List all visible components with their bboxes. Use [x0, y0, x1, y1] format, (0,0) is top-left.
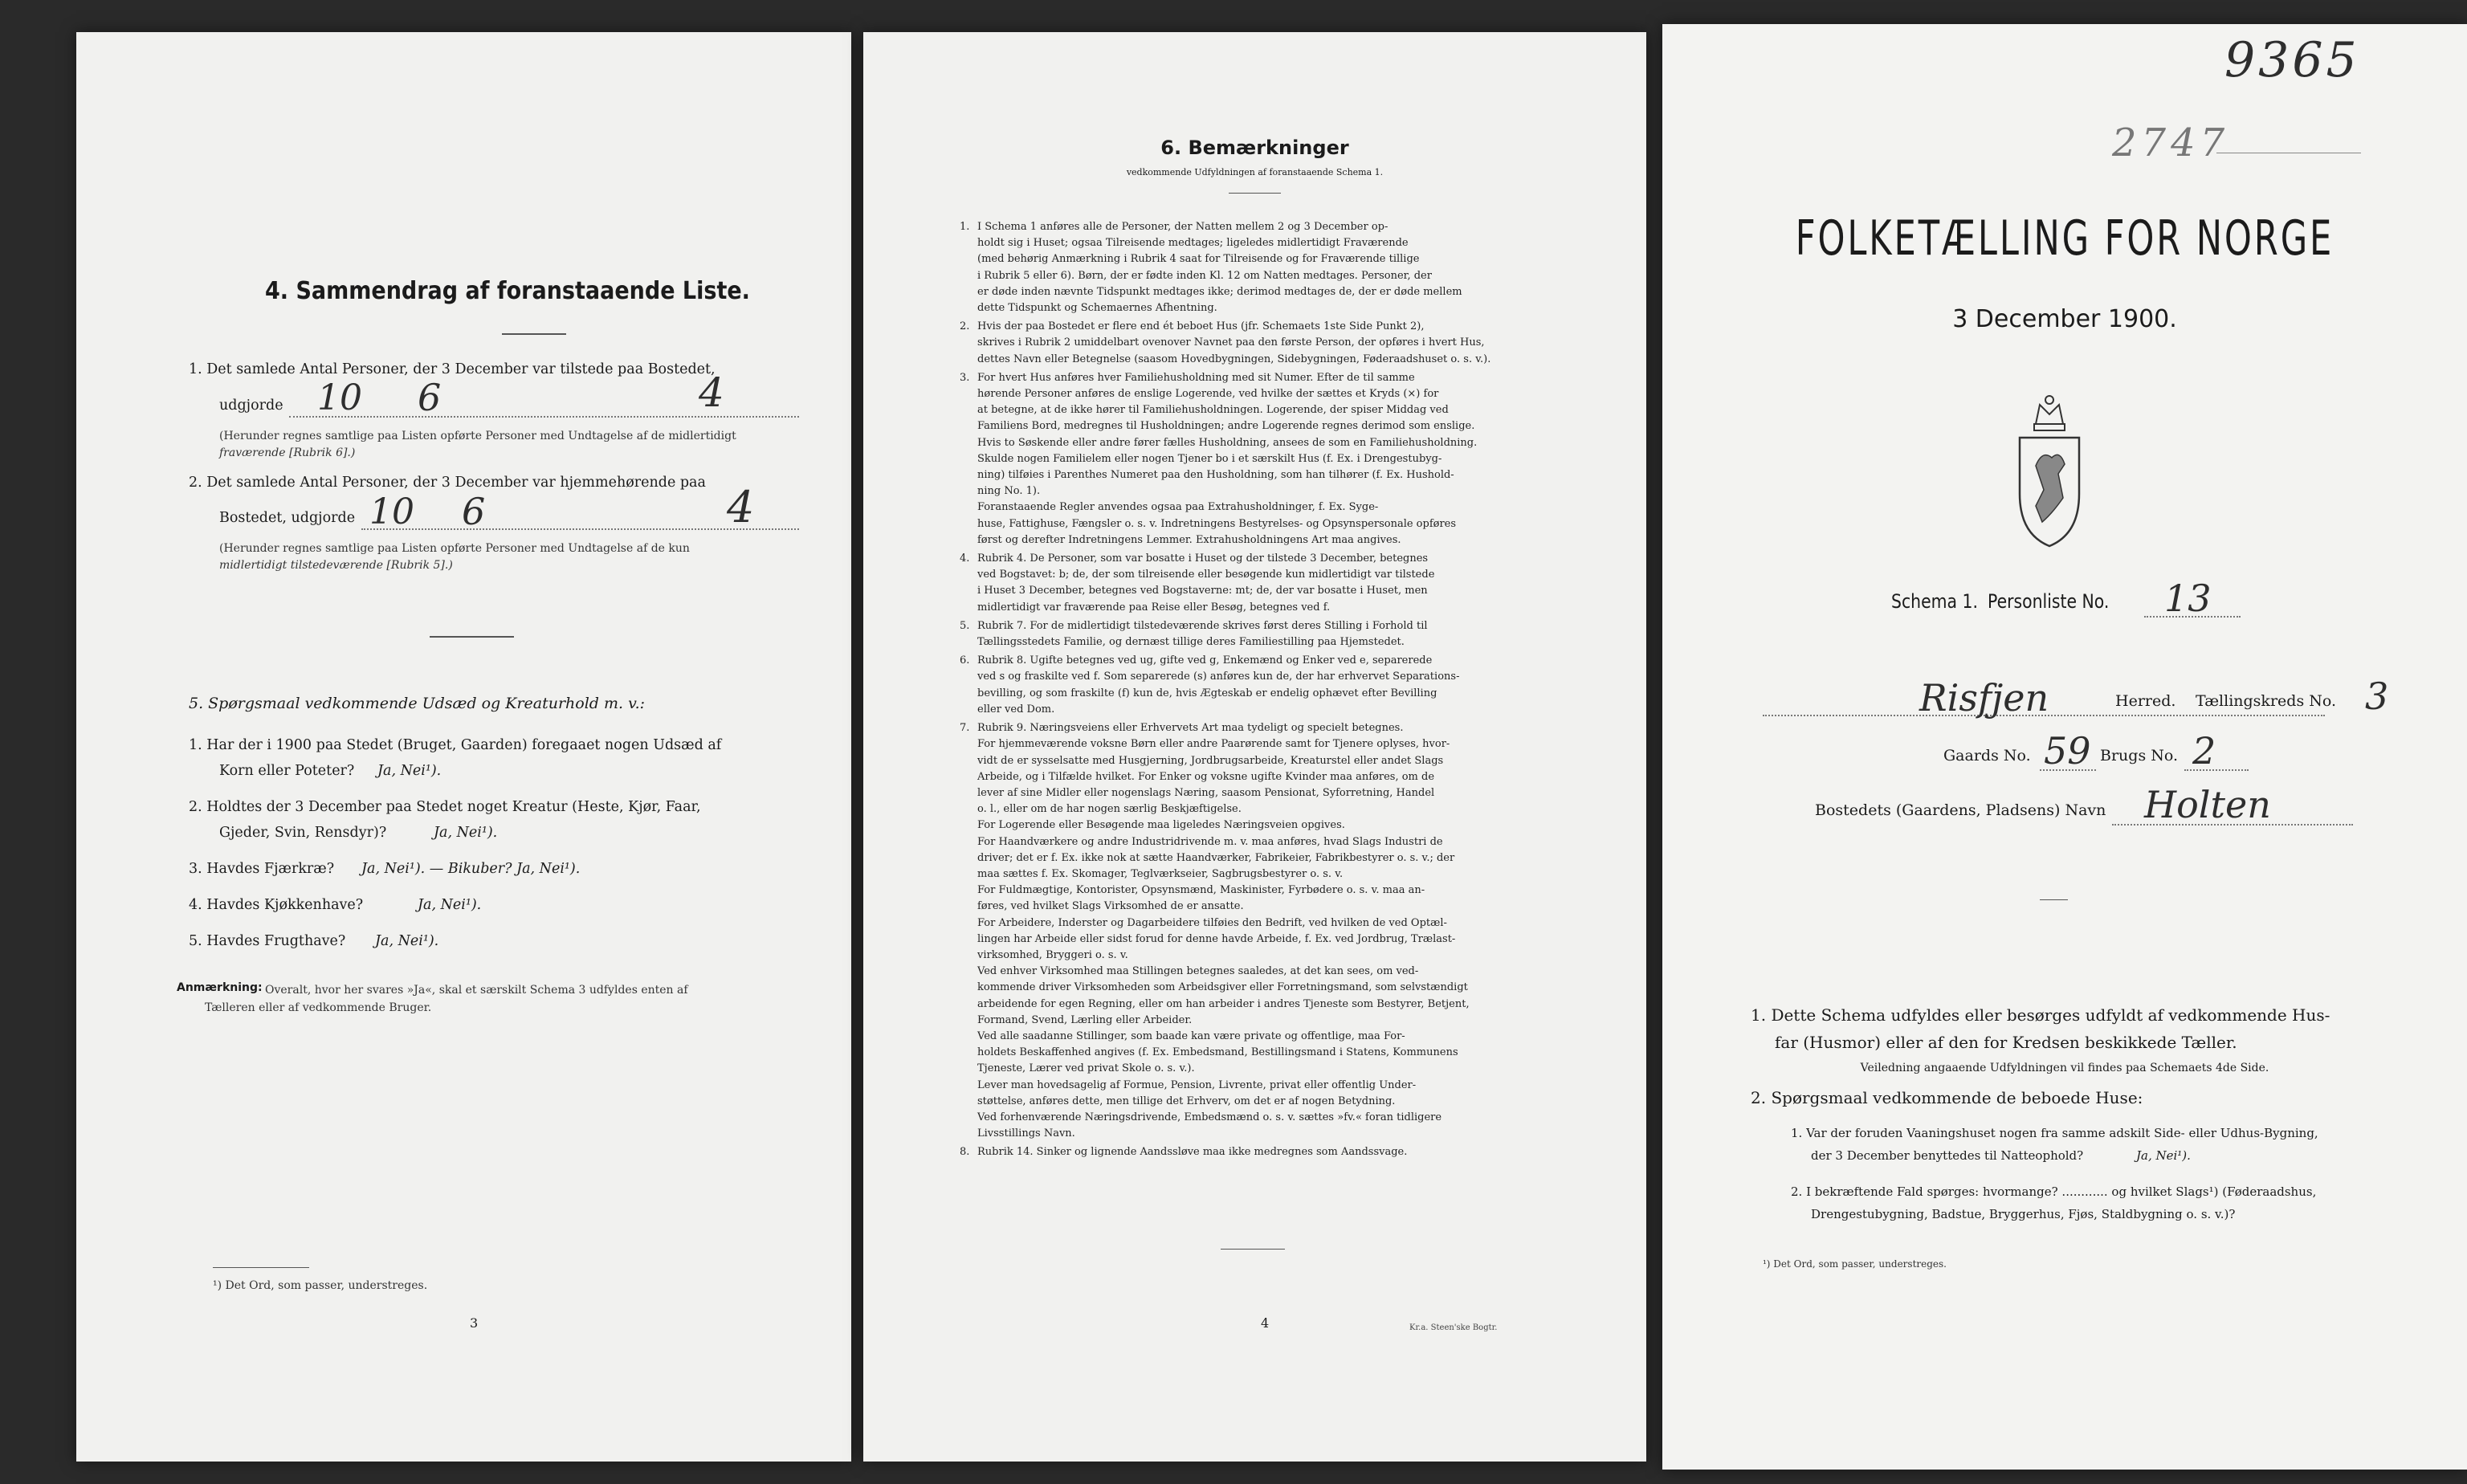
gaards-label: Gaards No.: [1943, 747, 2031, 764]
remark-item: [960, 653, 1570, 718]
instruction-1-line1: 1. Dette Schema udfyldes eller besørges udfyldt af vedkommende Hus-: [1751, 1005, 2330, 1025]
remark-line: skrives i Rubrik 2 umiddelbart ovenover Navnet paa den første Person, der opføres i hvert Hus,: [977, 336, 1485, 349]
title-rule: [1229, 193, 1281, 194]
question-5: 5. Havdes Frugthave?: [189, 933, 346, 949]
end-rule: [1221, 1249, 1285, 1250]
remark-line: i Huset 3 December, betegnes ved Bogstaverne: mt; de, der var bosatte i Huset, men: [977, 585, 1428, 597]
remark-item: [960, 1144, 1570, 1160]
remark-number: 3.: [960, 371, 970, 384]
remark-line: midlertidigt var fraværende paa Reise eller Besøg, betegnes ved f.: [977, 601, 1331, 614]
remark-number: 6.: [960, 654, 970, 667]
remark-line: Foranstaaende Regler anvendes ogsaa paa Extrahusholdninger, f. Ex. Syge-: [977, 501, 1379, 514]
remark-number: 7.: [960, 722, 970, 735]
bosted-label: Bostedets (Gaardens, Pladsens) Navn: [1815, 801, 2106, 819]
remark-item: [960, 720, 1570, 1142]
remark-line: dette Tidspunkt og Schemaernes Afhentning.: [977, 302, 1217, 315]
page-number: 4: [1261, 1315, 1270, 1331]
instruction-1-line2: far (Husmor) eller af den for Kredsen beskikkede Tæller.: [1775, 1033, 2237, 1052]
footnote: ¹) Det Ord, som passer, understreges.: [213, 1279, 428, 1292]
instruction-2: 2. Spørgsmaal vedkommende de beboede Huse:: [1751, 1088, 2143, 1107]
archive-number-2: 2747: [2112, 120, 2230, 165]
house-question-2-line2: Drengestubygning, Badstue, Bryggerhus, Fjøs, Staldbygning o. s. v.)?: [1811, 1207, 2236, 1221]
summary-item-1-note2: fraværende [Rubrik 6].): [219, 446, 356, 459]
remark-line: Familiens Bord, medregnes til Husholdningen; andre Logerende regnes derimod som enslige.: [977, 420, 1475, 433]
herred-name: Risfjen: [1919, 676, 2049, 720]
question-1-line1: 1. Har der i 1900 paa Stedet (Bruget, Gaarden) foregaaet nogen Udsæd af: [189, 737, 722, 753]
remark-line: ved Bogstavet: b; de, der som tilreisende eller besøgende kun midlertidigt var tilstede: [977, 569, 1435, 581]
remark-line: Rubrik 8. Ugifte betegnes ved ug, gifte ved g, Enkemænd og Enker ved e, separerede: [977, 654, 1433, 667]
question-3-answer: Ja, Nei¹). — Bikuber? Ja, Nei¹).: [361, 861, 581, 877]
remark-line: Tjeneste, Lærer ved privat Skole o. s. v.).: [977, 1062, 1195, 1075]
remark-number: 8.: [960, 1146, 970, 1159]
remark-line: Rubrik 14. Sinker og lignende Aandssløve maa ikke medregnes som Aandssvage.: [977, 1146, 1408, 1159]
summary-item-1-lead: udgjorde: [219, 398, 283, 414]
remark-line: Ved forhenværende Næringsdrivende, Embedsmænd o. s. v. sættes »fv.« foran tidligere: [977, 1111, 1442, 1123]
summary-item-2-note1: (Herunder regnes samtlige paa Listen opførte Personer med Undtagelse af de kun: [219, 542, 690, 555]
remark-line: Skulde nogen Familielem eller nogen Tjener bo i et særskilt Hus (f. Ex. i Drengestubyg-: [977, 452, 1442, 465]
remark-line: I Schema 1 anføres alle de Personer, der Natten mellem 2 og 3 December op-: [977, 221, 1388, 233]
section-divider: [430, 636, 514, 638]
fill-line: [289, 416, 799, 418]
question-5-answer: Ja, Nei¹).: [375, 933, 439, 949]
remark-line: For Arbeidere, Inderster og Dagarbeidere tilføies den Bedrift, ved hvilken de ved Optæl-: [977, 916, 1447, 929]
remark-line: eller ved Dom.: [977, 703, 1055, 716]
remark-line: holdt sig i Huset; ogsaa Tilreisende medtages; ligeledes midlertidigt Fraværende: [977, 237, 1409, 250]
remark-line: bevilling, og som fraskilte (f) kun de, hvis Ægteskab er endelig ophævet efter Bevilling: [977, 687, 1437, 699]
summary-item-2-lead: Bostedet, udgjorde: [219, 510, 356, 526]
title-rule: [502, 333, 566, 335]
remark-line: driver; det er f. Ex. ikke nok at sætte Haandværker, Fabrikeier, Fabrikbestyrer o. s. v.; der: [977, 851, 1455, 864]
remark-line: Ved enhver Virksomhed maa Stillingen betegnes saaledes, at det kan sees, om ved-: [977, 965, 1419, 978]
remark-item: [960, 219, 1570, 316]
remark-line: at betegne, at de ikke hører til Familiehusholdningen. Logerende, der spiser Middag ved: [977, 404, 1449, 417]
census-title: FOLKETÆLLING FOR NORGE: [1795, 210, 2334, 267]
remark-line: Ved alle saadanne Stillinger, som baade kan være private og offentlige, maa For-: [977, 1029, 1405, 1042]
remark-item: [960, 618, 1570, 650]
remark-line: maa sættes f. Ex. Skomager, Teglværkseier, Sagbrugsbestyrer o. s. v.: [977, 867, 1344, 880]
summary-item-1-line1: 1. Det samlede Antal Personer, der 3 December var tilstede paa Bostedet,: [189, 361, 716, 377]
remark-line: o. l., eller om de har nogen særlig Beskjæftigelse.: [977, 803, 1242, 816]
question-4: 4. Havdes Kjøkkenhave?: [189, 897, 364, 913]
brugs-number: 2: [2192, 729, 2216, 773]
summary-item-1-male: 6: [418, 376, 442, 419]
remark-line: holdets Beskaffenhed angives (f. Ex. Embedsmand, Bestillingsmand i Statens, Kommunens: [977, 1046, 1458, 1059]
brugs-label: Brugs No.: [2100, 747, 2179, 764]
footnote: ¹) Det Ord, som passer, understreges.: [1763, 1258, 1947, 1270]
summary-item-2-male: 6: [462, 490, 486, 533]
remark-line: For Logerende eller Besøgende maa ligeledes Næringsveien opgives.: [977, 819, 1345, 832]
remark-line: arbeidende for egen Regning, eller om han arbeider i andres Tjeneste som Bestyrer, Betjent,: [977, 997, 1470, 1010]
summary-item-2-total: 10: [369, 491, 414, 532]
remark-line: Formand, Svend, Lærling eller Arbeider.: [977, 1013, 1193, 1026]
gaards-number: 59: [2044, 729, 2091, 773]
remark-line: Lever man hovedsagelig af Formue, Pension, Livrente, privat eller offentlig Under-: [977, 1078, 1417, 1091]
ornament: [2040, 899, 2068, 900]
question-4-answer: Ja, Nei¹).: [418, 897, 482, 913]
remark-item: [960, 551, 1570, 616]
summary-item-2-line1: 2. Det samlede Antal Personer, der 3 December var hjemmehørende paa: [189, 475, 706, 491]
house-question-2-line1: 2. I bekræftende Fald spørges: hvormange? ............ og hvilket Slags¹) (Føderaadshus,: [1791, 1184, 2317, 1199]
remarks-title: 6. Bemærkninger: [1160, 137, 1349, 159]
house-question-1-answer: Ja, Nei¹).: [2136, 1148, 2191, 1163]
section-5-title: 5. Spørgsmaal vedkommende Udsæd og Kreaturhold m. v.:: [189, 695, 646, 712]
personliste-label: Personliste No.: [1988, 590, 2110, 613]
census-date: 3 December 1900.: [1952, 305, 2177, 333]
question-2-line2: Gjeder, Svin, Rensdyr)?: [219, 825, 387, 841]
question-3: 3. Havdes Fjærkræ?: [189, 861, 335, 877]
remark-line: huse, Fattighuse, Fængsler o. s. v. Indretningens Bestyrelses- og Opsynspersonale opføres: [977, 517, 1457, 530]
remarks-subtitle: vedkommende Udfyldningen af foranstaaende Schema 1.: [1126, 167, 1384, 177]
remark-line: føres, ved hvilket Slags Virksomhed de er ansatte.: [977, 900, 1244, 913]
remark-line: kommende driver Virksomheden som Arbeidsgiver eller Forretningsmand, som selvstændigt: [977, 981, 1468, 994]
summary-item-2-note2: midlertidigt tilstedeværende [Rubrik 5].): [219, 559, 453, 572]
page-1: [1662, 24, 2467, 1470]
page-4: [863, 32, 1646, 1462]
footnote-rule: [213, 1267, 309, 1268]
page-3: [76, 32, 851, 1462]
remark-line: ning No. 1).: [977, 485, 1041, 498]
instruction-1-note: Veiledning angaaende Udfyldningen vil findes paa Schemaets 4de Side.: [1860, 1062, 2269, 1074]
question-1-answer: Ja, Nei¹).: [377, 763, 442, 779]
remark-line: vidt de er sysselsatte med Husgjerning, Jordbrugsarbeide, Kreaturstel eller andet Slags: [977, 754, 1444, 767]
note-line1: Overalt, hvor her svares »Ja«, skal et særskilt Schema 3 udfyldes enten af: [265, 984, 688, 997]
remark-line: Hvis der paa Bostedet er flere end ét beboet Hus (jfr. Schemaets 1ste Side Punkt 2),: [977, 320, 1425, 333]
remark-line: Rubrik 7. For de midlertidigt tilstedeværende skrives først deres Stilling i Forhold til: [977, 619, 1428, 632]
remark-line: dettes Navn eller Betegnelse (saasom Hovedbygningen, Sidebygningen, Føderaadshuset o. s. v.).: [977, 353, 1491, 365]
summary-item-1-female: 4: [699, 369, 724, 416]
remark-line: lingen har Arbeide eller sidst forud for denne havde Arbeide, f. Ex. ved Jordbrug, Trælast-: [977, 932, 1456, 945]
remark-line: (med behørig Anmærkning i Rubrik 4 saat for Tilreisende og for Fraværende tillige: [977, 253, 1420, 266]
remark-line: Livsstillings Navn.: [977, 1127, 1075, 1140]
remark-item: [960, 370, 1570, 548]
page-number: 3: [470, 1315, 479, 1331]
remarks-list: [960, 219, 1570, 1164]
remark-line: Hvis to Søskende eller andre fører fælles Husholdning, ansees de som en Familiehusholdning.: [977, 436, 1478, 449]
remark-line: i Rubrik 5 eller 6). Børn, der er fødte inden Kl. 12 om Natten medtages. Personer, der: [977, 269, 1432, 282]
remark-item: [960, 319, 1570, 368]
note-label: Anmærkning:: [177, 981, 263, 994]
herred-label: Herred.: [2112, 692, 2179, 710]
summary-item-1-note1: (Herunder regnes samtlige paa Listen opførte Personer med Undtagelse af de midlertidigt: [219, 430, 736, 442]
remark-line: ning) tilføies i Parenthes Numeret paa den Husholdning, som han tilhører (f. Ex. Hushold-: [977, 469, 1454, 482]
remark-number: 4.: [960, 552, 970, 565]
house-question-1-line2: der 3 December benyttedes til Natteophold?: [1811, 1148, 2084, 1163]
norway-coat-of-arms-icon: [2012, 393, 2088, 550]
question-2-line1: 2. Holdtes der 3 December paa Stedet noget Kreatur (Heste, Kjør, Faar,: [189, 799, 701, 815]
remark-line: lever af sine Midler eller nogenslags Næring, saasom Pensionat, Syforretning, Handel: [977, 786, 1435, 799]
remark-number: 1.: [960, 221, 970, 233]
remark-line: Arbeide, og i Tilfælde hvilket. For Enker og voksne ugifte Kvinder maa anføres, om de: [977, 770, 1435, 783]
remark-line: er døde inden nævnte Tidspunkt medtages ikke; derimod medtages de, der er døde mellem: [977, 285, 1462, 298]
remark-line: ved s og fraskilte ved f. Som separerede (s) anføres kun de, der har erhvervet Separations-: [977, 671, 1460, 683]
note-line2: Tælleren eller af vedkommende Bruger.: [205, 1001, 432, 1014]
remark-line: Tællingsstedets Familie, og dernæst tillige deres Familiestilling paa Hjemstedet.: [977, 636, 1405, 649]
summary-item-1-total: 10: [317, 377, 362, 418]
remark-line: hørende Personer anføres de enslige Logerende, ved hvilke der sættes et Kryds (×) for: [977, 388, 1439, 401]
section-4-title: 4. Sammendrag af foranstaaende Liste.: [265, 277, 750, 305]
bosted-name: Holten: [2144, 783, 2271, 826]
remark-line: først og derefter Indretningens Lemmer. Extrahusholdningens Art maa angives.: [977, 533, 1401, 546]
question-2-answer: Ja, Nei¹).: [434, 825, 498, 841]
remark-line: Rubrik 4. De Personer, som var bosatte i Huset og der tilstede 3 December, betegnes: [977, 552, 1429, 565]
kreds-number: 3: [2365, 675, 2389, 718]
schema-label: Schema 1.: [1891, 590, 1978, 613]
remark-line: For hjemmeværende voksne Børn eller andre Paarørende samt for Tjenere oplyses, hvor-: [977, 738, 1450, 751]
remark-line: virksomhed, Bryggeri o. s. v.: [977, 948, 1128, 961]
summary-item-2-female: 4: [727, 482, 755, 532]
remark-line: støttelse, anføres dette, men tillige det Erhverv, om det er af nogen Betydning.: [977, 1095, 1396, 1107]
remark-number: 2.: [960, 320, 970, 333]
remark-line: For Fuldmægtige, Kontorister, Opsynsmænd, Maskinister, Fyrbødere o. s. v. maa an-: [977, 884, 1425, 897]
house-question-1-line1: 1. Var der foruden Vaaningshuset nogen fra samme adskilt Side- eller Udhus-Bygning,: [1791, 1126, 2318, 1140]
remark-line: For hvert Hus anføres hver Familiehusholdning med sit Numer. Efter de til samme: [977, 371, 1415, 384]
kreds-label: Tællingskreds No.: [2192, 692, 2339, 710]
remark-line: Rubrik 9. Næringsveiens eller Erhvervets Art maa tydeligt og specielt betegnes.: [977, 722, 1404, 735]
archive-number: 9365: [2224, 32, 2360, 88]
question-1-line2: Korn eller Poteter?: [219, 763, 355, 779]
remark-line: For Haandværkere og andre Industridrivende m. v. maa anføres, hvad Slags Industri de: [977, 835, 1443, 848]
printer-imprint: Kr.a. Steen'ske Bogtr.: [1409, 1323, 1498, 1332]
personliste-number: 13: [2164, 577, 2212, 620]
remark-number: 5.: [960, 619, 970, 632]
